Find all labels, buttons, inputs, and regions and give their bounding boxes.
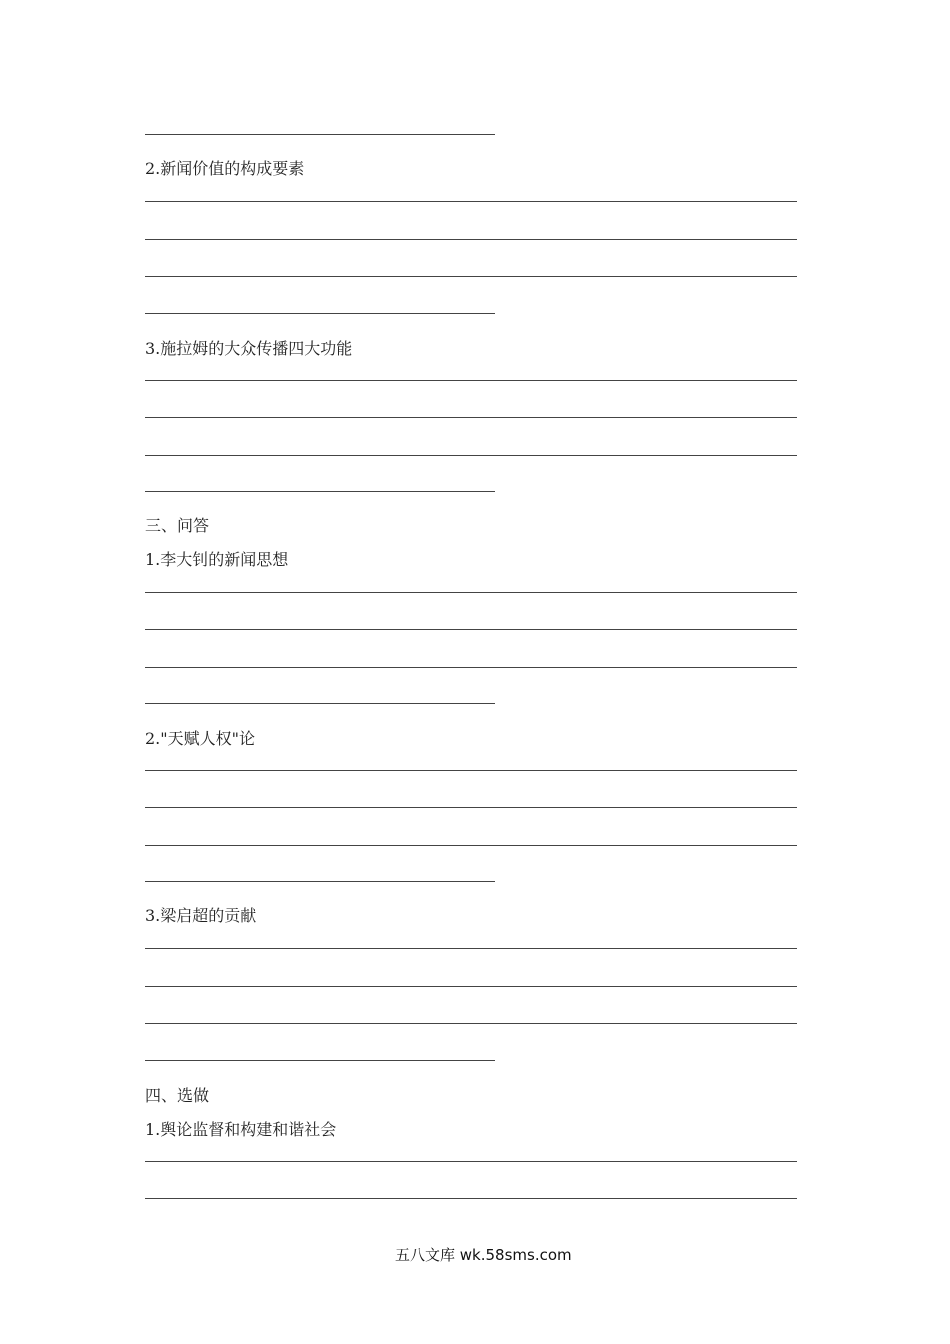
answer-line bbox=[145, 1161, 797, 1162]
section-title: 四、选做 bbox=[145, 1086, 210, 1105]
answer-line bbox=[145, 703, 495, 704]
question-heading: 3.施拉姆的大众传播四大功能 bbox=[145, 339, 353, 358]
answer-line bbox=[145, 807, 797, 808]
answer-line bbox=[145, 770, 797, 771]
answer-line bbox=[145, 276, 797, 277]
answer-line bbox=[145, 948, 797, 949]
answer-line bbox=[145, 491, 495, 492]
answer-line bbox=[145, 629, 797, 630]
answer-line bbox=[145, 313, 495, 314]
question-heading: 1.舆论监督和构建和谐社会 bbox=[145, 1120, 337, 1139]
question-heading: 3.梁启超的贡献 bbox=[145, 906, 257, 925]
answer-line bbox=[145, 134, 495, 135]
answer-line bbox=[145, 1060, 495, 1061]
answer-line bbox=[145, 986, 797, 987]
answer-line bbox=[145, 201, 797, 202]
answer-line bbox=[145, 881, 495, 882]
question-heading: 2."天赋人权"论 bbox=[145, 729, 255, 748]
answer-line bbox=[145, 845, 797, 846]
answer-line bbox=[145, 1198, 797, 1199]
question-heading: 1.李大钊的新闻思想 bbox=[145, 550, 289, 569]
section-title: 三、问答 bbox=[145, 516, 210, 535]
answer-line bbox=[145, 667, 797, 668]
answer-line bbox=[145, 455, 797, 456]
footer-source: 五八文库 wk.58sms.com bbox=[395, 1246, 572, 1264]
answer-line bbox=[145, 417, 797, 418]
question-heading: 2.新闻价值的构成要素 bbox=[145, 159, 305, 178]
answer-line bbox=[145, 592, 797, 593]
answer-line bbox=[145, 1023, 797, 1024]
answer-line bbox=[145, 380, 797, 381]
answer-line bbox=[145, 239, 797, 240]
